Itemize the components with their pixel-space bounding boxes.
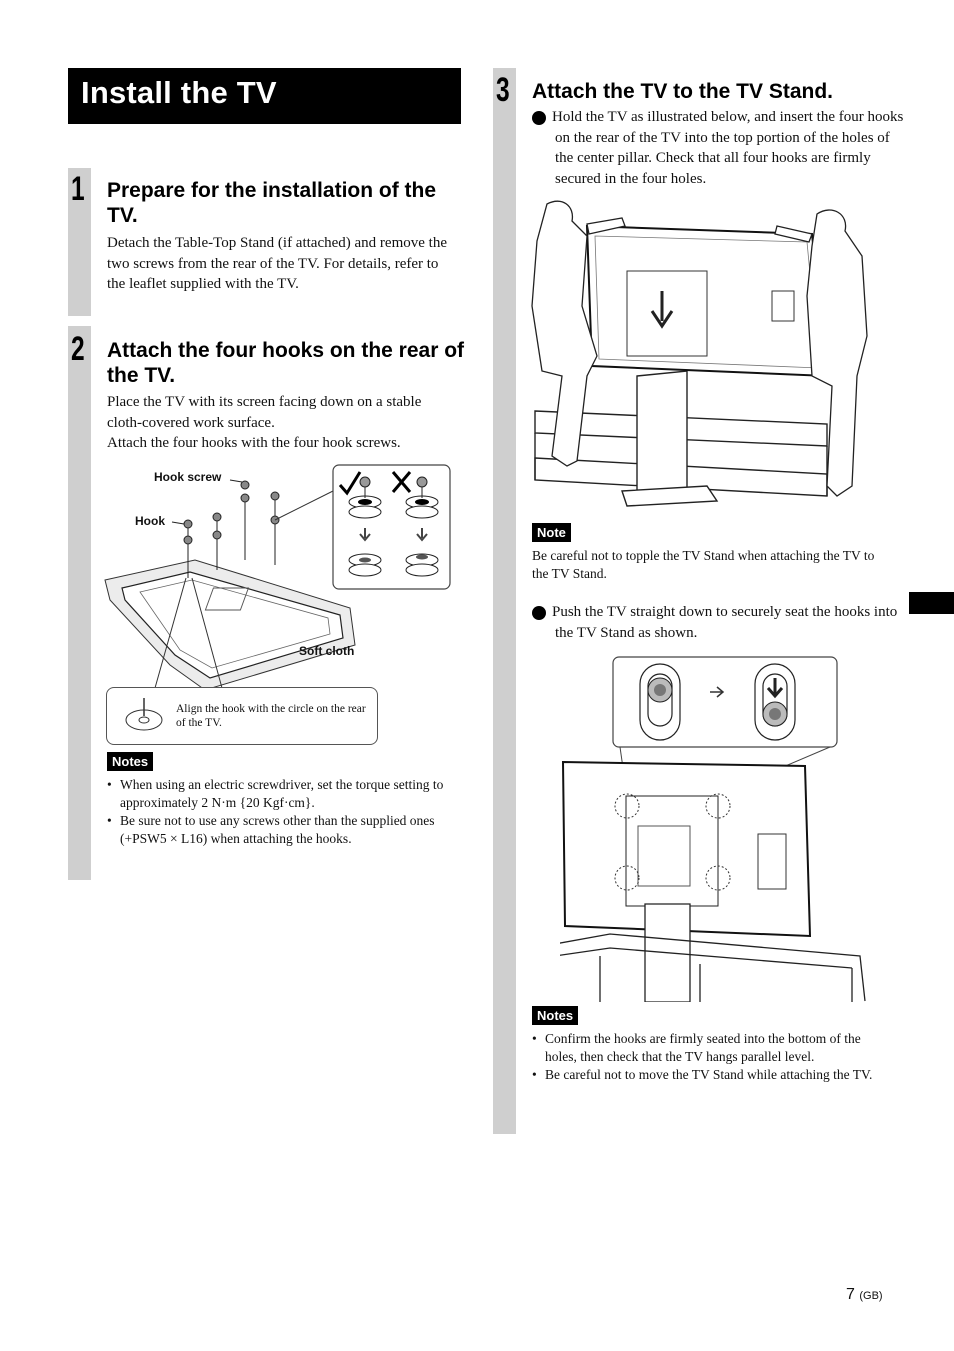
list-item: • When using an electric screwdriver, set the torque setting to approximately 2 N·m {20 Kgf·cm}. — [107, 776, 459, 812]
align-note-box — [106, 687, 378, 745]
page-number-value: 7 — [846, 1286, 855, 1303]
soft-cloth-label: Soft cloth — [299, 644, 355, 658]
step-1-body: Detach the Table-Top Stand (if attached) and remove the two screws from the rear of the TV. For details, refer to the leaflet supplied with the TV. — [107, 235, 447, 292]
page-number — [846, 1286, 883, 1304]
step-3-number: 3 — [496, 71, 510, 109]
step-3-sub1 — [524, 107, 910, 189]
step-3-sub2-marker: 2 — [532, 606, 546, 620]
step-2-heading: Attach the four hooks on the rear of the TV. — [107, 339, 465, 387]
step-3-notes-label: Notes — [532, 1006, 578, 1025]
lift-tv-illustration — [527, 196, 875, 516]
step-2-notes-list — [107, 776, 459, 848]
list-item: • Be sure not to use any screws other than the supplied ones (+PSW5 × L16) when attaching the hooks. — [107, 812, 459, 848]
hook-screw-label: Hook screw — [154, 470, 222, 484]
section-tab — [909, 592, 954, 614]
push-down-illustration — [560, 656, 870, 1002]
step-3-notes-list — [532, 1030, 887, 1084]
step-3-sub2 — [524, 602, 910, 643]
page-region: (GB) — [859, 1290, 883, 1302]
step-3-note-text: Be careful not to topple the TV Stand when attaching the TV to the TV Stand. — [532, 548, 875, 581]
step-2-bar — [68, 326, 91, 880]
step-3-sub2-text: Push the TV straight down to securely seat the hooks into the TV Stand as shown. — [552, 604, 898, 641]
align-note-text: Align the hook with the circle on the rear of the TV. — [176, 703, 366, 729]
align-circle-icon — [123, 696, 165, 732]
page-title-bar — [68, 68, 461, 124]
page-title: Install the TV — [81, 75, 277, 110]
step-1-number: 1 — [71, 170, 85, 208]
list-item: • Confirm the hooks are firmly seated into the bottom of the holes, then check that the TV hangs parallel level. — [532, 1030, 887, 1066]
step-2-body — [107, 392, 459, 454]
step-3-bar — [493, 68, 516, 1134]
list-item: • Be careful not to move the TV Stand while attaching the TV. — [532, 1066, 887, 1084]
step-2-notes-label: Notes — [107, 752, 153, 771]
step-2-body-line: Attach the four hooks with the four hook screws. — [107, 435, 401, 451]
step-3-heading: Attach the TV to the TV Stand. — [532, 80, 834, 103]
step-1-heading: Prepare for the installation of the TV. — [107, 179, 437, 227]
step-3-sub1-text: Hold the TV as illustrated below, and insert the four hooks on the rear of the TV into the top portion of the holes of the center pillar. Check that all four hooks are firmly secured in the four holes. — [552, 109, 904, 187]
hook-label: Hook — [135, 514, 165, 528]
step-3-sub1-marker: 1 — [532, 111, 546, 125]
step-3-note-label: Note — [532, 523, 571, 542]
step-2-body-line: Place the TV with its screen facing down on a stable cloth-covered work surface. — [107, 394, 422, 431]
step-2-number: 2 — [71, 330, 85, 368]
